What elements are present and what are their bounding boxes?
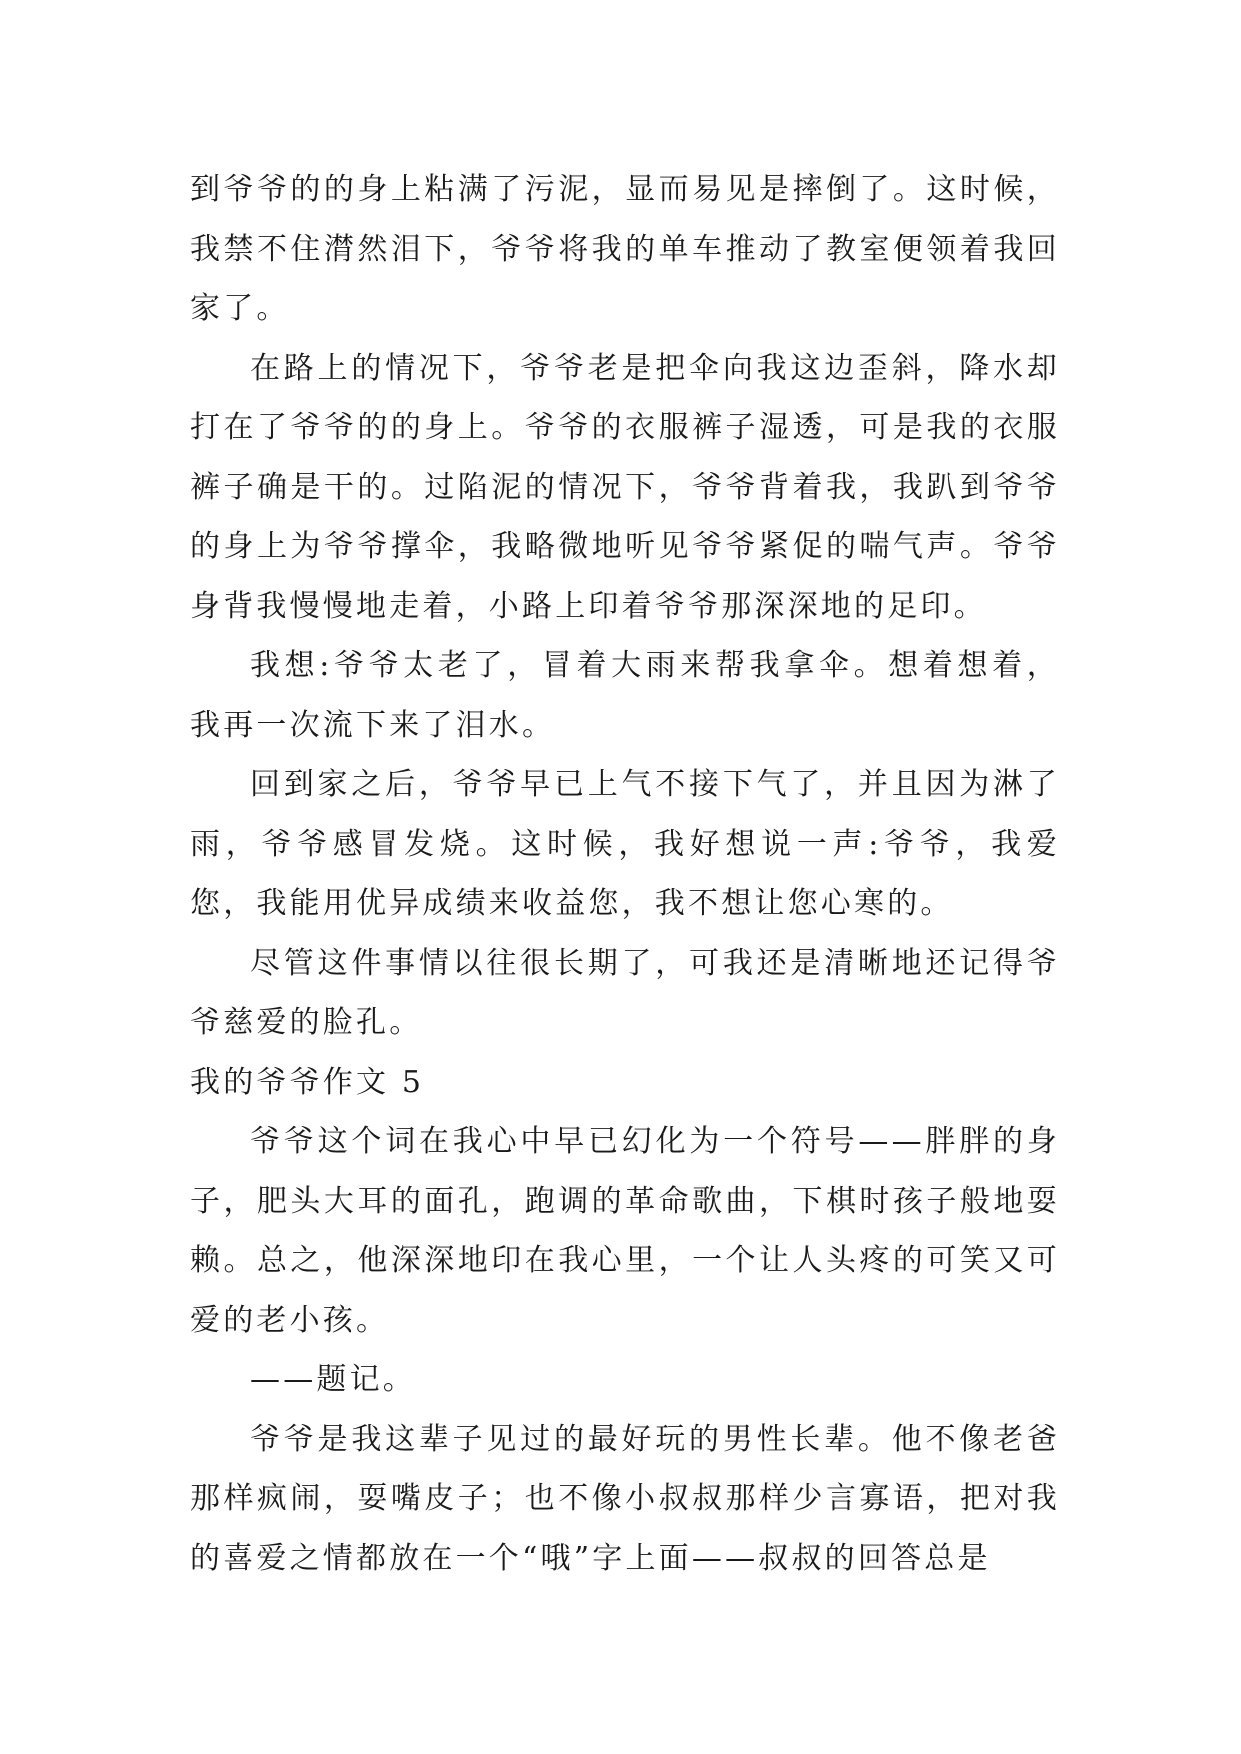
paragraph: 尽管这件事情以往很长期了，可我还是清晰地还记得爷爷慈爱的脸孔。 xyxy=(190,945,1060,1040)
document-body xyxy=(190,160,1060,1588)
paragraph: 到爷爷的的身上粘满了污泥，显而易见是摔倒了。这时候，我禁不住潸然泪下，爷爷将我的单车推动了教室便领着我回家了。 xyxy=(190,172,1060,326)
paragraph: 我想:爷爷太老了，冒着大雨来帮我拿伞。想着想着，我再一次流下来了泪水。 xyxy=(190,648,1060,743)
paragraph: ——题记。 xyxy=(250,1362,416,1397)
paragraph: 回到家之后，爷爷早已上气不接下气了，并且因为淋了雨，爷爷感冒发烧。这时候，我好想说一声:爷爷，我爱您，我能用优异成绩来收益您，我不想让您心寒的。 xyxy=(190,767,1060,921)
paragraph: 爷爷这个词在我心中早已幻化为一个符号——胖胖的身子，肥头大耳的面孔，跑调的革命歌曲，下棋时孩子般地耍赖。总之，他深深地印在我心里，一个让人头疼的可笑又可爱的老小孩。 xyxy=(190,1124,1060,1338)
paragraph: 爷爷是我这辈子见过的最好玩的男性长辈。他不像老爸那样疯闹，耍嘴皮子；也不像小叔叔那样少言寡语，把对我的喜爱之情都放在一个“哦”字上面——叔叔的回答总是 xyxy=(190,1421,1060,1576)
section-title: 我的爷爷作文 5 xyxy=(190,1064,425,1100)
paragraph: 在路上的情况下，爷爷老是把伞向我这边歪斜，降水却打在了爷爷的的身上。爷爷的衣服裤子湿透，可是我的衣服裤子确是干的。过陷泥的情况下，爷爷背着我，我趴到爷爷的身上为爷爷撑伞，我略微地听见爷爷紧促的喘气声。爷爷身背我慢慢地走着，小路上印着爷爷那深深地的足印。 xyxy=(190,350,1060,624)
